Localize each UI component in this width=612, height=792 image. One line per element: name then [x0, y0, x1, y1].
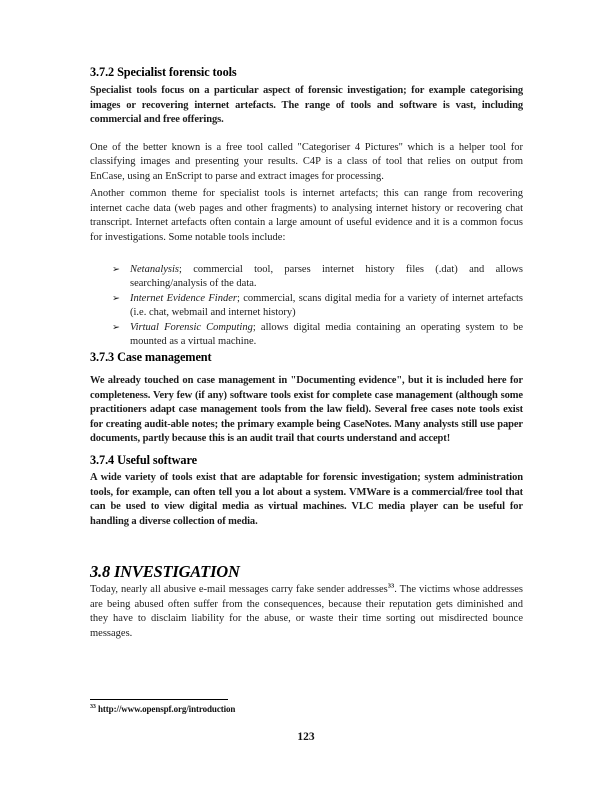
investigation-text-start: Today, nearly all abusive e-mail messages carry fake sender addresses	[90, 584, 388, 595]
tool-name: Virtual Forensic Computing	[130, 321, 253, 333]
paragraph-useful-software: A wide variety of tools exist that are adaptable for forensic investigation; system administration tools, for example, can often tell you a lot about a system. VMWare is a commercial/free tool that can be used to view digital media as virtual machines. VLC media player can be useful for handling a diverse collection of media.	[90, 472, 523, 527]
tool-description: ; allows digital media containing an operating system to be mounted as a virtual machine.	[130, 321, 524, 347]
footnote-area	[90, 699, 523, 714]
footnote-marker: 33	[90, 704, 96, 710]
tool-name: Netanalysis	[130, 263, 179, 275]
tool-list	[90, 263, 523, 350]
bullet-arrow-icon: ➢	[112, 322, 120, 333]
paragraph-internet-artefacts: Another common theme for specialist tools is internet artefacts; this can range from recovering internet cache data (web pages and other fragments) to analysing internet history or recovering chat transcript. Internet artefacts often contain a large amount of useful evidence and it is a common focus for investigations. Some notable tools include:	[90, 188, 523, 243]
list-item-virtual-forensic-computing	[112, 321, 523, 350]
list-item-text	[130, 321, 523, 350]
footnote-reference: 33	[387, 582, 395, 590]
footnote-url: http://www.openspf.org/introduction	[97, 704, 236, 714]
paragraph-case-management: We already touched on case management in "Documenting evidence", but it is included here for completeness. Very few (if any) software tools exist for complete case management (although some practitioners adapt case management tools from the law field). Several free cases note tools exist for creating audit-able notes; the primary example being CaseNotes. Many analysts still use paper documents, partly because this is an audit trail that courts understand and accept!	[90, 375, 523, 444]
tool-name: Internet Evidence Finder	[130, 292, 237, 304]
investigation-text-end: . The victims whose addresses are being abused often suffer from the consequences, because their reputation gets diminished and they have to disclaim liability for the abuse, or waste their time sorting out misdirected bounce messages.	[90, 584, 523, 639]
page-number: 123	[297, 731, 315, 743]
bullet-arrow-icon: ➢	[112, 264, 120, 275]
footnote-separator	[90, 699, 228, 700]
bullet-arrow-icon: ➢	[112, 293, 120, 304]
list-item-text	[130, 263, 523, 292]
list-item-text	[130, 292, 523, 321]
paragraph-categoriser: One of the better known is a free tool called "Categoriser 4 Pictures" which is a helper tool for classifying images and presenting your results. C4P is a class of tool that relies on output from EnCase, using an EnScript to parse and extract images for processing.	[90, 141, 523, 182]
section-heading-3-7-3: 3.7.3 Case management	[90, 349, 212, 364]
footnote	[90, 704, 523, 714]
section-heading-3-7-2: 3.7.2 Specialist forensic tools	[90, 65, 237, 79]
paragraph-investigation	[90, 583, 523, 641]
tool-description: ; commercial tool, parses internet history files (.dat) and allows searching/analysis of the data.	[130, 263, 523, 289]
paragraph-specialist-tools: Specialist tools focus on a particular aspect of forensic investigation; for example categorising images or recovering internet artefacts. The range of tools and software is vast, including commercial and free offerings.	[90, 85, 523, 125]
section-heading-3-7-4: 3.7.4 Useful software	[90, 453, 197, 467]
section-heading-3-8: 3.8 INVESTIGATION	[90, 562, 240, 581]
tool-description: ; commercial, scans digital media for a variety of internet artefacts (i.e. chat, webmail and internet history)	[130, 292, 523, 318]
list-item-internet-evidence-finder	[112, 292, 523, 321]
page-content	[90, 0, 523, 641]
list-item-netanalysis	[112, 263, 523, 292]
